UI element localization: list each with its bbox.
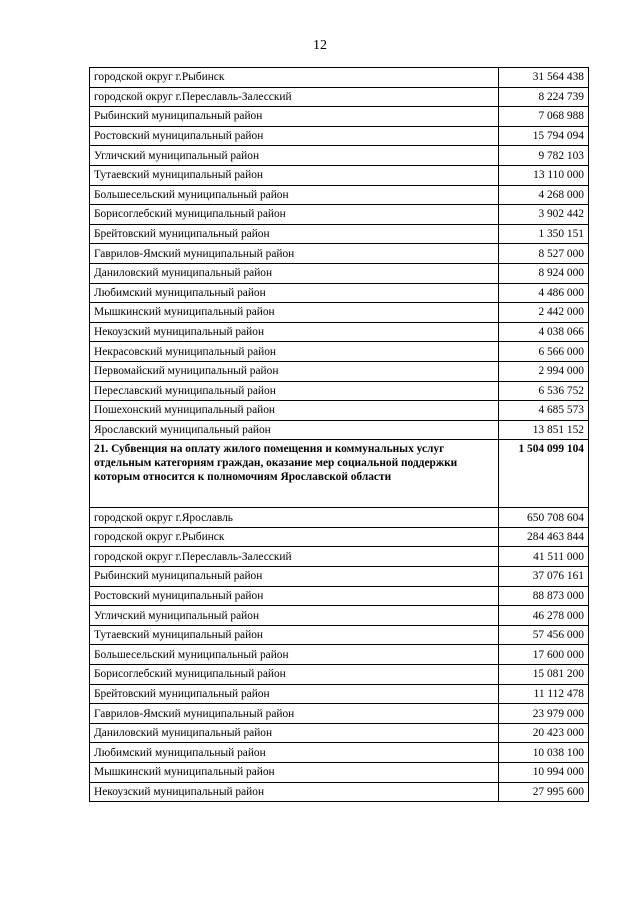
amount-value: 10 038 100 xyxy=(499,743,589,763)
municipality-name: Тутаевский муниципальный район xyxy=(90,165,499,185)
amount-value: 9 782 103 xyxy=(499,146,589,166)
municipality-name: городской округ г.Ярославль xyxy=(90,508,499,528)
municipality-name: Гаврилов-Ямский муниципальный район xyxy=(90,244,499,264)
amount-value: 11 112 478 xyxy=(499,684,589,704)
amount-value: 8 924 000 xyxy=(499,263,589,283)
table-row xyxy=(90,586,589,606)
municipality-name: городской округ г.Переславль-Залесский xyxy=(90,87,499,107)
table-row xyxy=(90,146,589,166)
amount-value: 31 564 438 xyxy=(499,68,589,88)
amount-value: 88 873 000 xyxy=(499,586,589,606)
amount-value: 3 902 442 xyxy=(499,205,589,225)
table-row xyxy=(90,381,589,401)
table-row xyxy=(90,527,589,547)
section-amount: 1 504 099 104 xyxy=(499,440,589,508)
table-row xyxy=(90,401,589,421)
table-row xyxy=(90,743,589,763)
municipality-name: Большесельский муниципальный район xyxy=(90,645,499,665)
municipality-name: городской округ г.Рыбинск xyxy=(90,527,499,547)
amount-value: 10 994 000 xyxy=(499,763,589,783)
amount-value: 8 224 739 xyxy=(499,87,589,107)
amount-value: 2 442 000 xyxy=(499,303,589,323)
table-row xyxy=(90,322,589,342)
table-row xyxy=(90,342,589,362)
municipality-name: городской округ г.Переславль-Залесский xyxy=(90,547,499,567)
municipality-name: Рыбинский муниципальный район xyxy=(90,107,499,127)
table-row xyxy=(90,107,589,127)
table-row xyxy=(90,68,589,88)
table-row xyxy=(90,420,589,440)
municipality-name: Тутаевский муниципальный район xyxy=(90,625,499,645)
municipality-name: Некоузский муниципальный район xyxy=(90,322,499,342)
amount-value: 13 110 000 xyxy=(499,165,589,185)
section-title: 21. Субвенция на оплату жилого помещения и коммунальных услуг отдельным категориям граждан, оказание мер социальной поддержки которым относится к полномочиям Ярославской области xyxy=(90,440,499,508)
table-row xyxy=(90,126,589,146)
municipality-name: Ростовский муниципальный район xyxy=(90,586,499,606)
table-row xyxy=(90,303,589,323)
table-row xyxy=(90,704,589,724)
amount-value: 23 979 000 xyxy=(499,704,589,724)
section-header-body xyxy=(90,440,589,508)
amount-value: 7 068 988 xyxy=(499,107,589,127)
municipality-name: Рыбинский муниципальный район xyxy=(90,567,499,587)
amount-value: 17 600 000 xyxy=(499,645,589,665)
table-row xyxy=(90,723,589,743)
amount-value: 284 463 844 xyxy=(499,527,589,547)
amount-value: 46 278 000 xyxy=(499,606,589,626)
amount-value: 4 486 000 xyxy=(499,283,589,303)
municipality-name: Гаврилов-Ямский муниципальный район xyxy=(90,704,499,724)
amount-value: 15 794 094 xyxy=(499,126,589,146)
section-row xyxy=(90,440,589,508)
amount-value: 13 851 152 xyxy=(499,420,589,440)
municipality-name: Даниловский муниципальный район xyxy=(90,263,499,283)
table-body-after xyxy=(90,508,589,802)
amount-value: 27 995 600 xyxy=(499,782,589,802)
table-row xyxy=(90,763,589,783)
amount-value: 4 268 000 xyxy=(499,185,589,205)
municipality-name: Мышкинский муниципальный район xyxy=(90,303,499,323)
table-row xyxy=(90,224,589,244)
municipality-name: городской округ г.Рыбинск xyxy=(90,68,499,88)
table-row xyxy=(90,665,589,685)
table-row xyxy=(90,606,589,626)
table-row xyxy=(90,263,589,283)
municipality-name: Угличский муниципальный район xyxy=(90,606,499,626)
amount-value: 41 511 000 xyxy=(499,547,589,567)
municipality-name: Любимский муниципальный район xyxy=(90,283,499,303)
municipality-name: Ростовский муниципальный район xyxy=(90,126,499,146)
amount-value: 8 527 000 xyxy=(499,244,589,264)
amount-value: 1 350 151 xyxy=(499,224,589,244)
amount-value: 15 081 200 xyxy=(499,665,589,685)
municipality-name: Ярославский муниципальный район xyxy=(90,420,499,440)
municipality-name: Даниловский муниципальный район xyxy=(90,723,499,743)
municipality-name: Брейтовский муниципальный район xyxy=(90,684,499,704)
table-row xyxy=(90,567,589,587)
municipality-name: Мышкинский муниципальный район xyxy=(90,763,499,783)
table-row xyxy=(90,782,589,802)
table-row xyxy=(90,87,589,107)
table-row xyxy=(90,361,589,381)
municipality-name: Большесельский муниципальный район xyxy=(90,185,499,205)
amount-value: 6 536 752 xyxy=(499,381,589,401)
table-row xyxy=(90,283,589,303)
table-row xyxy=(90,625,589,645)
amount-value: 650 708 604 xyxy=(499,508,589,528)
amount-value: 2 994 000 xyxy=(499,361,589,381)
table-row xyxy=(90,508,589,528)
municipality-name: Пошехонский муниципальный район xyxy=(90,401,499,421)
subsidy-table xyxy=(89,67,589,802)
table-row xyxy=(90,547,589,567)
amount-value: 37 076 161 xyxy=(499,567,589,587)
municipality-name: Первомайский муниципальный район xyxy=(90,361,499,381)
amount-value: 20 423 000 xyxy=(499,723,589,743)
amount-value: 4 685 573 xyxy=(499,401,589,421)
table-row xyxy=(90,165,589,185)
municipality-name: Некоузский муниципальный район xyxy=(90,782,499,802)
table-row xyxy=(90,244,589,264)
municipality-name: Угличский муниципальный район xyxy=(90,146,499,166)
page-number: 12 xyxy=(313,38,327,53)
amount-value: 6 566 000 xyxy=(499,342,589,362)
amount-value: 4 038 066 xyxy=(499,322,589,342)
table-row xyxy=(90,185,589,205)
municipality-name: Любимский муниципальный район xyxy=(90,743,499,763)
municipality-name: Борисоглебский муниципальный район xyxy=(90,665,499,685)
municipality-name: Брейтовский муниципальный район xyxy=(90,224,499,244)
amount-value: 57 456 000 xyxy=(499,625,589,645)
municipality-name: Переславский муниципальный район xyxy=(90,381,499,401)
municipality-name: Некрасовский муниципальный район xyxy=(90,342,499,362)
municipality-name: Борисоглебский муниципальный район xyxy=(90,205,499,225)
table-row xyxy=(90,645,589,665)
table-body-before xyxy=(90,68,589,440)
table-row xyxy=(90,684,589,704)
table-row xyxy=(90,205,589,225)
